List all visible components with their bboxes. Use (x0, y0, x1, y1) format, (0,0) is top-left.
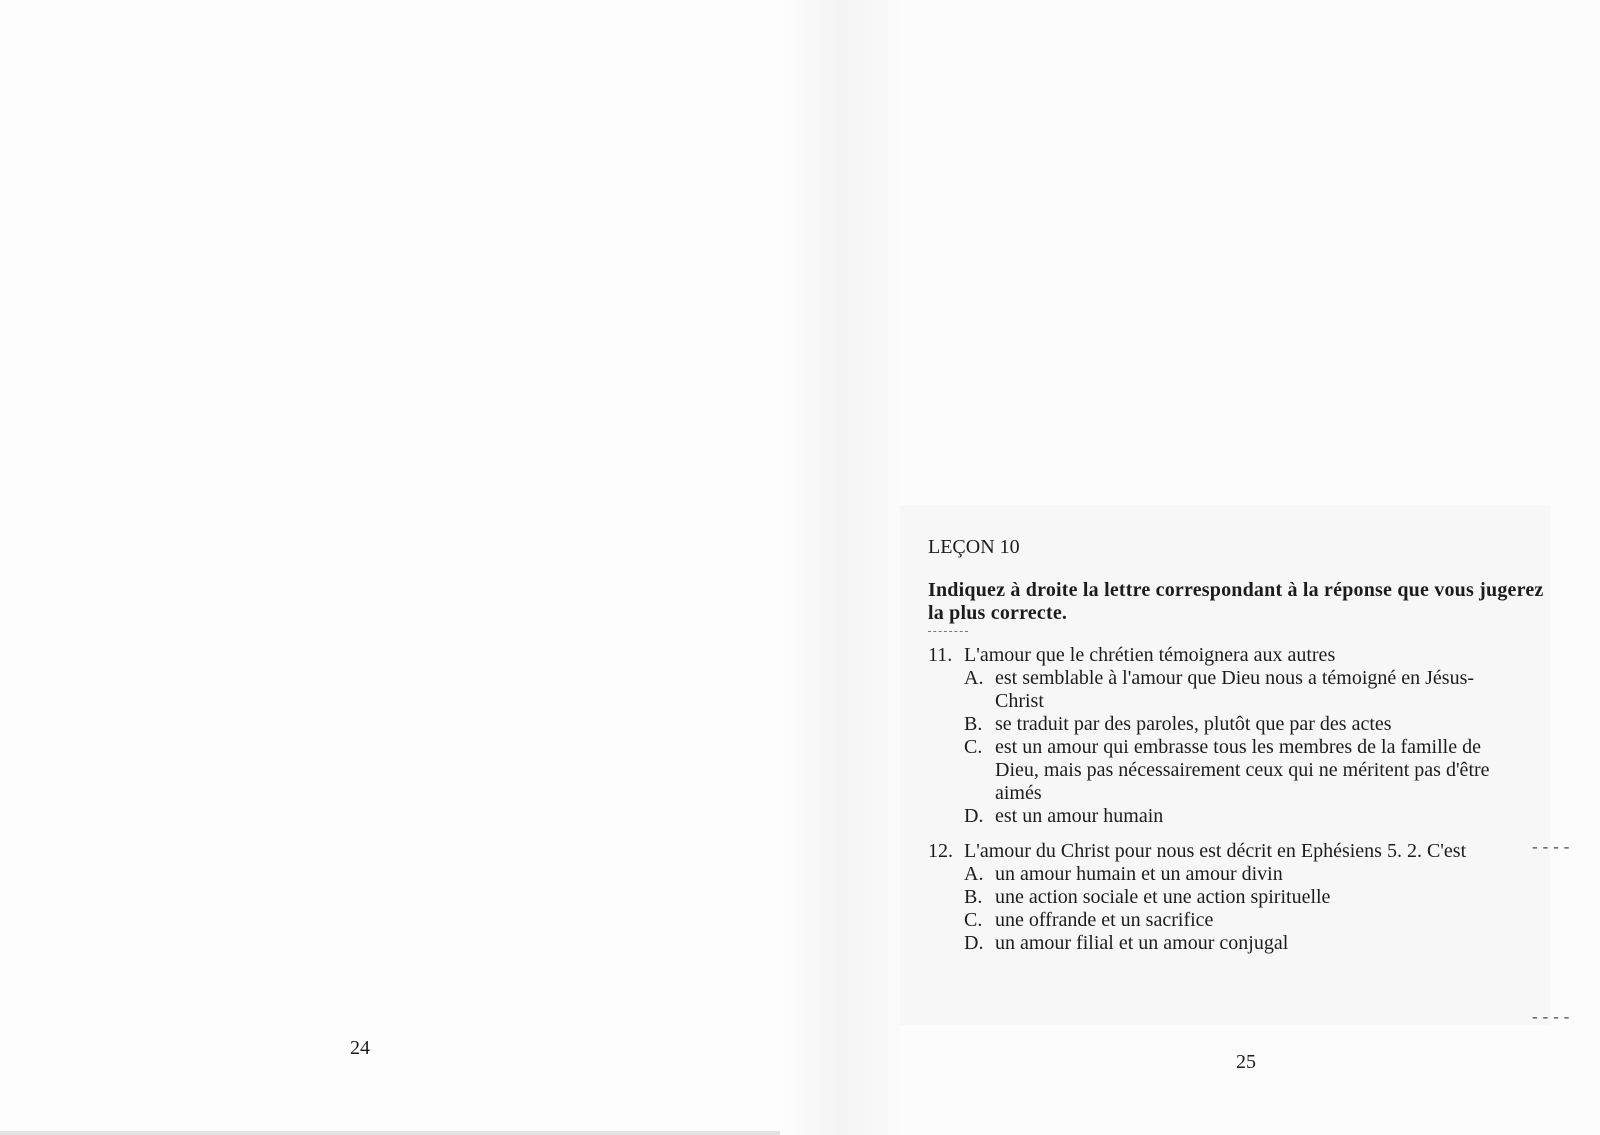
choice-a (964, 863, 1558, 886)
divider (928, 631, 968, 632)
question-stem: L'amour que le chrétien témoignera aux autres (964, 644, 1336, 666)
choice-text: une action sociale et une action spirituelle (995, 886, 1331, 908)
choice-d (964, 805, 1558, 828)
choice-text: est semblable à l'amour que Dieu nous a témoigné en Jésus-Christ (995, 667, 1475, 712)
question-number: 11. (928, 644, 953, 666)
choice-c (964, 736, 1558, 805)
choice-letter: C. (964, 736, 983, 758)
choice-text: une offrande et un sacrifice (995, 909, 1214, 931)
choice-letter: B. (964, 886, 983, 908)
choice-text: un amour humain et un amour divin (995, 863, 1283, 885)
choice-letter: D. (964, 805, 984, 827)
choice-b (964, 713, 1558, 736)
page-number-right: 25 (1236, 1051, 1256, 1073)
choice-letter: C. (964, 909, 983, 931)
book-gutter (780, 0, 900, 1135)
question-number: 12. (928, 840, 953, 862)
choice-c (964, 909, 1558, 932)
choice-d (964, 932, 1558, 955)
choice-letter: A. (964, 667, 984, 689)
choice-text: est un amour qui embrasse tous les membres de la famille de Dieu, mais pas nécessairement ceux qui ne méritent pas d'être aimés (995, 736, 1490, 804)
question-11 (928, 644, 1558, 828)
choice-a (964, 667, 1558, 713)
choice-list (928, 667, 1558, 828)
question-stem: L'amour du Christ pour nous est décrit en Ephésiens 5. 2. C'est (964, 840, 1467, 862)
question-12 (928, 840, 1558, 955)
choice-list (928, 863, 1558, 955)
left-page (0, 0, 780, 1135)
answer-blank-12[interactable]: ---- (1530, 1009, 1573, 1027)
choice-letter: A. (964, 863, 984, 885)
choice-text: est un amour humain (995, 805, 1164, 827)
page-edge (0, 1131, 780, 1135)
answer-blank-11[interactable]: ---- (1530, 839, 1573, 857)
page-number-left: 24 (350, 1037, 370, 1059)
choice-b (964, 886, 1558, 909)
choice-letter: D. (964, 932, 984, 954)
lesson-title: LEÇON 10 (928, 536, 1020, 558)
lesson-content (928, 536, 1558, 955)
choice-text: un amour filial et un amour conjugal (995, 932, 1289, 954)
choice-text: se traduit par des paroles, plutôt que par des actes (995, 713, 1392, 735)
choice-letter: B. (964, 713, 983, 735)
instructions: Indiquez à droite la lettre correspondant à la réponse que vous jugerez la plus correcte. (928, 579, 1544, 624)
